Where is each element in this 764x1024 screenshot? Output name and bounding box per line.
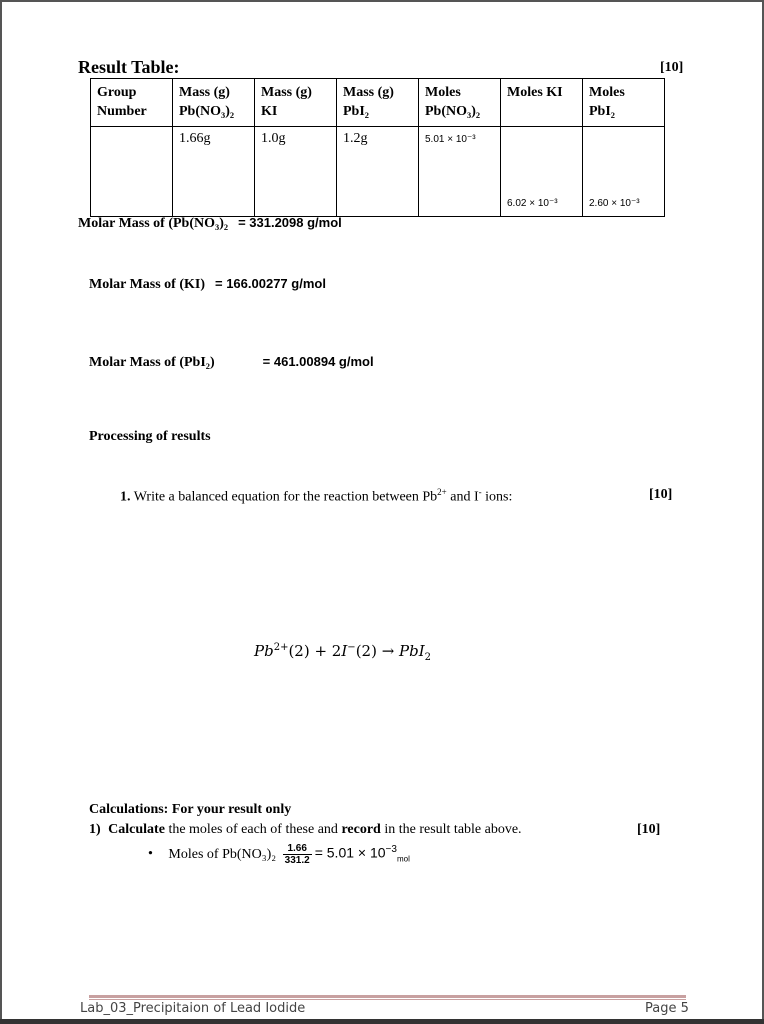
footer-page-number: Page 5 bbox=[645, 1001, 689, 1016]
cell-mass-pbno32: 1.66g bbox=[173, 127, 255, 217]
calculation-item-1: 1) Calculate the moles of each of these and record in the result table above. bbox=[89, 822, 522, 837]
moles-fraction: $\frac{1.66}{331.2}$ bbox=[284, 843, 310, 866]
calculation-item-1-marks: [10] bbox=[637, 822, 661, 837]
result-table-marks: [10] bbox=[660, 60, 684, 75]
footer-divider bbox=[89, 995, 686, 998]
cell-mass-ki: 1.0g bbox=[255, 127, 337, 217]
cell-moles-ki bbox=[501, 127, 583, 217]
header-mass-pbno32: Mass (g) Pb(NO₃)₂ bbox=[173, 79, 255, 127]
value-moles-pbi2: 2.60 × 10⁻³ bbox=[589, 198, 640, 209]
molar-mass-pbi2: Molar Mass of (PbI₂) = 461.00894 g/mol bbox=[89, 354, 374, 370]
question-1: 1. Write a balanced equation for the reaction between $Pb^{2+}$ and I- ions: bbox=[120, 487, 513, 505]
balanced-equation: $Pb^{2+}(2) + 2I^-(2) \to PbI_2$ bbox=[254, 642, 432, 663]
header-group-number: Group Number bbox=[91, 79, 173, 127]
cell-mass-pbi2: 1.2g bbox=[337, 127, 419, 217]
bullet-icon: • bbox=[148, 846, 153, 862]
header-moles-ki: Moles KI bbox=[501, 79, 583, 127]
header-mass-ki: Mass (g) KI bbox=[255, 79, 337, 127]
molar-mass-pbno32: Molar Mass of (Pb(NO₃)₂ = 331.2098 g/mol bbox=[78, 215, 342, 231]
footer-document-title: Lab_03_Precipitaion of Lead Iodide bbox=[80, 1001, 306, 1016]
result-table bbox=[90, 78, 665, 217]
table-header-row bbox=[91, 79, 665, 127]
table-row bbox=[91, 127, 665, 217]
calculations-heading: Calculations: For your result only bbox=[89, 802, 292, 817]
moles-calculation-line: • Moles of Pb(NO₃)₂ $\frac{1.66}{331.2}$ = $5.01 \times 10^{-3}_{mol}$ bbox=[148, 843, 410, 866]
value-moles-pbno32: 5.01 × 10⁻³ bbox=[425, 134, 476, 145]
header-moles-pbi2: Moles PbI₂ bbox=[583, 79, 665, 127]
question-1-marks: [10] bbox=[649, 487, 673, 502]
header-mass-pbi2: Mass (g) PbI₂ bbox=[337, 79, 419, 127]
cell-moles-pbno32 bbox=[419, 127, 501, 217]
processing-heading: Processing of results bbox=[89, 429, 211, 444]
molar-mass-ki: Molar Mass of (KI) = 166.00277 g/mol bbox=[89, 276, 326, 292]
page-border-top bbox=[0, 0, 764, 2]
cell-moles-pbi2 bbox=[583, 127, 665, 217]
footer-divider-thin bbox=[89, 999, 686, 1000]
result-table-title: Result Table: bbox=[78, 57, 180, 77]
cell-group bbox=[91, 127, 173, 217]
page-border-left bbox=[0, 0, 2, 1024]
header-moles-pbno32: Moles Pb(NO₃)₂ bbox=[419, 79, 501, 127]
value-moles-ki: 6.02 × 10⁻³ bbox=[507, 198, 558, 209]
page-border-bottom bbox=[0, 1019, 764, 1024]
